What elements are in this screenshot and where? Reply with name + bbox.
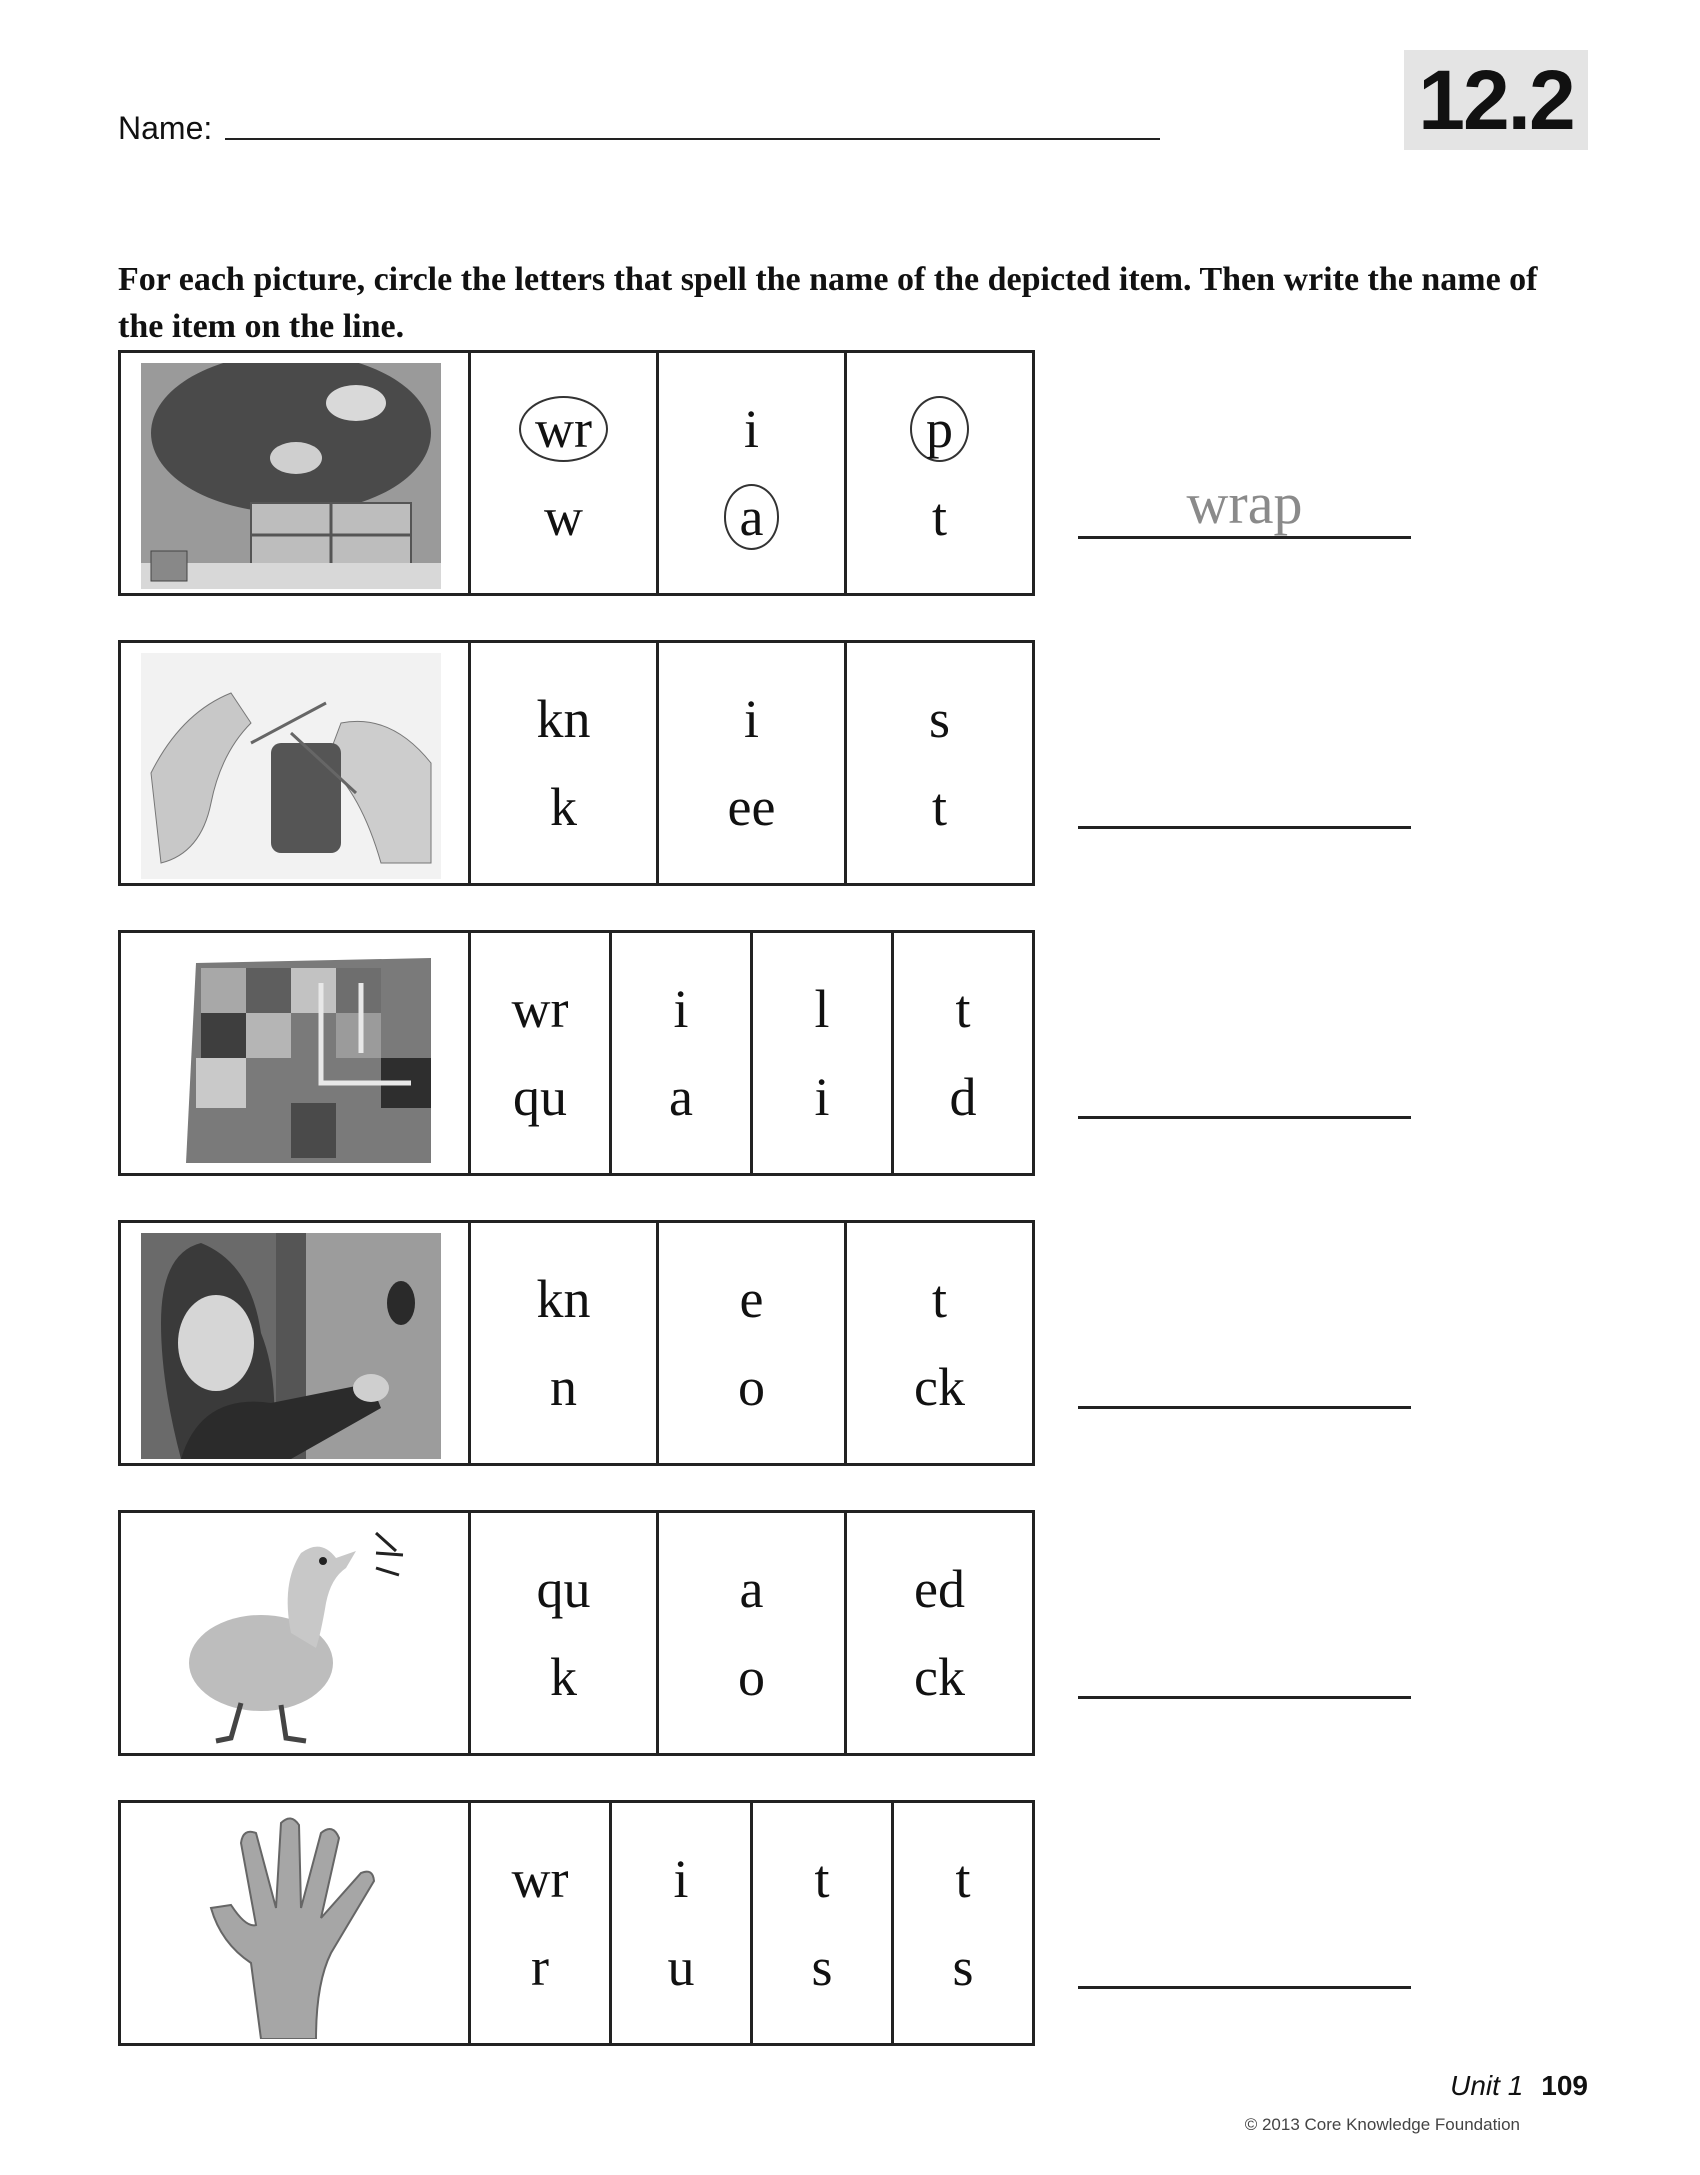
letter-option[interactable]: i xyxy=(743,399,759,459)
letter-option[interactable]: ck xyxy=(914,1357,965,1417)
footer-unit xyxy=(1450,2070,1588,2102)
letter-option[interactable]: ed xyxy=(914,1559,965,1619)
letter-option[interactable]: t xyxy=(955,1849,971,1909)
page-number: 109 xyxy=(1541,2070,1588,2101)
answer-line[interactable] xyxy=(1078,1986,1411,1989)
exercise-row xyxy=(118,1800,1035,2046)
wrapping-gift-photo xyxy=(121,353,471,593)
quilt-photo xyxy=(121,933,471,1173)
letter-option[interactable]: s xyxy=(952,1937,974,1997)
letter-column xyxy=(659,353,847,593)
letter-option[interactable]: t xyxy=(931,487,947,547)
letter-option[interactable]: k xyxy=(550,777,577,837)
answer-text: wrap xyxy=(1186,471,1303,536)
knitting-photo xyxy=(121,643,471,883)
letter-option[interactable]: s xyxy=(928,689,950,749)
letter-option[interactable]: i xyxy=(673,979,689,1039)
letter-option[interactable]: qu xyxy=(513,1067,567,1127)
letter-column xyxy=(471,353,659,593)
copyright: © 2013 Core Knowledge Foundation xyxy=(1244,2115,1520,2134)
letter-option[interactable]: a xyxy=(724,484,780,550)
letter-option[interactable]: r xyxy=(531,1937,549,1997)
letter-option[interactable]: kn xyxy=(536,1269,591,1329)
answer-line[interactable] xyxy=(1078,536,1411,539)
letter-column xyxy=(753,933,894,1173)
letter-option[interactable]: n xyxy=(550,1357,577,1417)
letter-option[interactable]: k xyxy=(550,1647,577,1707)
letter-option[interactable]: t xyxy=(955,979,971,1039)
letter-column xyxy=(471,643,659,883)
letter-column xyxy=(612,1803,753,2043)
letter-column xyxy=(471,1803,612,2043)
letter-option[interactable]: e xyxy=(739,1269,764,1329)
exercise-row xyxy=(118,640,1035,886)
letter-option[interactable]: wr xyxy=(519,396,608,462)
letter-column xyxy=(612,933,753,1173)
unit-label: Unit 1 xyxy=(1450,2070,1524,2101)
letter-option[interactable]: t xyxy=(931,1269,947,1329)
letter-option[interactable]: ck xyxy=(914,1647,965,1707)
exercise-row xyxy=(118,1220,1035,1466)
letter-column xyxy=(753,1803,894,2043)
letter-option[interactable]: a xyxy=(669,1067,693,1127)
letter-option[interactable]: i xyxy=(814,1067,830,1127)
letter-column xyxy=(894,933,1032,1173)
letter-column xyxy=(471,1513,659,1753)
letter-option[interactable]: a xyxy=(739,1559,764,1619)
letter-option[interactable]: l xyxy=(814,979,830,1039)
name-label: Name: xyxy=(118,110,213,146)
letter-option[interactable]: s xyxy=(811,1937,833,1997)
name-line[interactable] xyxy=(225,138,1160,140)
answer-line[interactable] xyxy=(1078,1406,1411,1409)
answer-line[interactable] xyxy=(1078,1116,1411,1119)
letter-column xyxy=(471,1223,659,1463)
letter-column xyxy=(659,643,847,883)
letter-column xyxy=(659,1223,847,1463)
letter-option[interactable]: wr xyxy=(511,1849,569,1909)
letter-column xyxy=(847,1223,1032,1463)
letter-option[interactable]: i xyxy=(673,1849,689,1909)
letter-option[interactable]: t xyxy=(931,777,947,837)
letter-column xyxy=(847,643,1032,883)
answer-line[interactable] xyxy=(1078,826,1411,829)
letter-option[interactable]: wr xyxy=(511,979,569,1039)
exercise-row xyxy=(118,930,1035,1176)
letter-option[interactable]: qu xyxy=(536,1559,591,1619)
letter-option[interactable]: o xyxy=(738,1357,765,1417)
letter-option[interactable]: i xyxy=(743,689,759,749)
letter-option[interactable]: t xyxy=(814,1849,830,1909)
letter-option[interactable]: d xyxy=(949,1067,977,1127)
letter-option[interactable]: u xyxy=(667,1937,695,1997)
instructions: For each picture, circle the letters that spell the name of the depicted item. Then write the name of the item on the line. xyxy=(118,261,1538,345)
exercise-row xyxy=(118,350,1035,596)
letter-column xyxy=(471,933,612,1173)
letter-column xyxy=(894,1803,1032,2043)
letter-column xyxy=(847,353,1032,593)
exercise-row xyxy=(118,1510,1035,1756)
letter-option[interactable]: p xyxy=(910,396,969,462)
quacking-duck-photo xyxy=(121,1513,471,1753)
letter-option[interactable]: o xyxy=(738,1647,765,1707)
sheet-number-badge: 12.2 xyxy=(1404,50,1588,150)
letter-option[interactable]: w xyxy=(544,487,583,547)
wrist-hand-photo xyxy=(121,1803,471,2043)
letter-option[interactable]: ee xyxy=(727,777,776,837)
letter-column xyxy=(847,1513,1032,1753)
answer-line[interactable] xyxy=(1078,1696,1411,1699)
letter-column xyxy=(659,1513,847,1753)
letter-option[interactable]: kn xyxy=(536,689,591,749)
knocking-door-photo xyxy=(121,1223,471,1463)
